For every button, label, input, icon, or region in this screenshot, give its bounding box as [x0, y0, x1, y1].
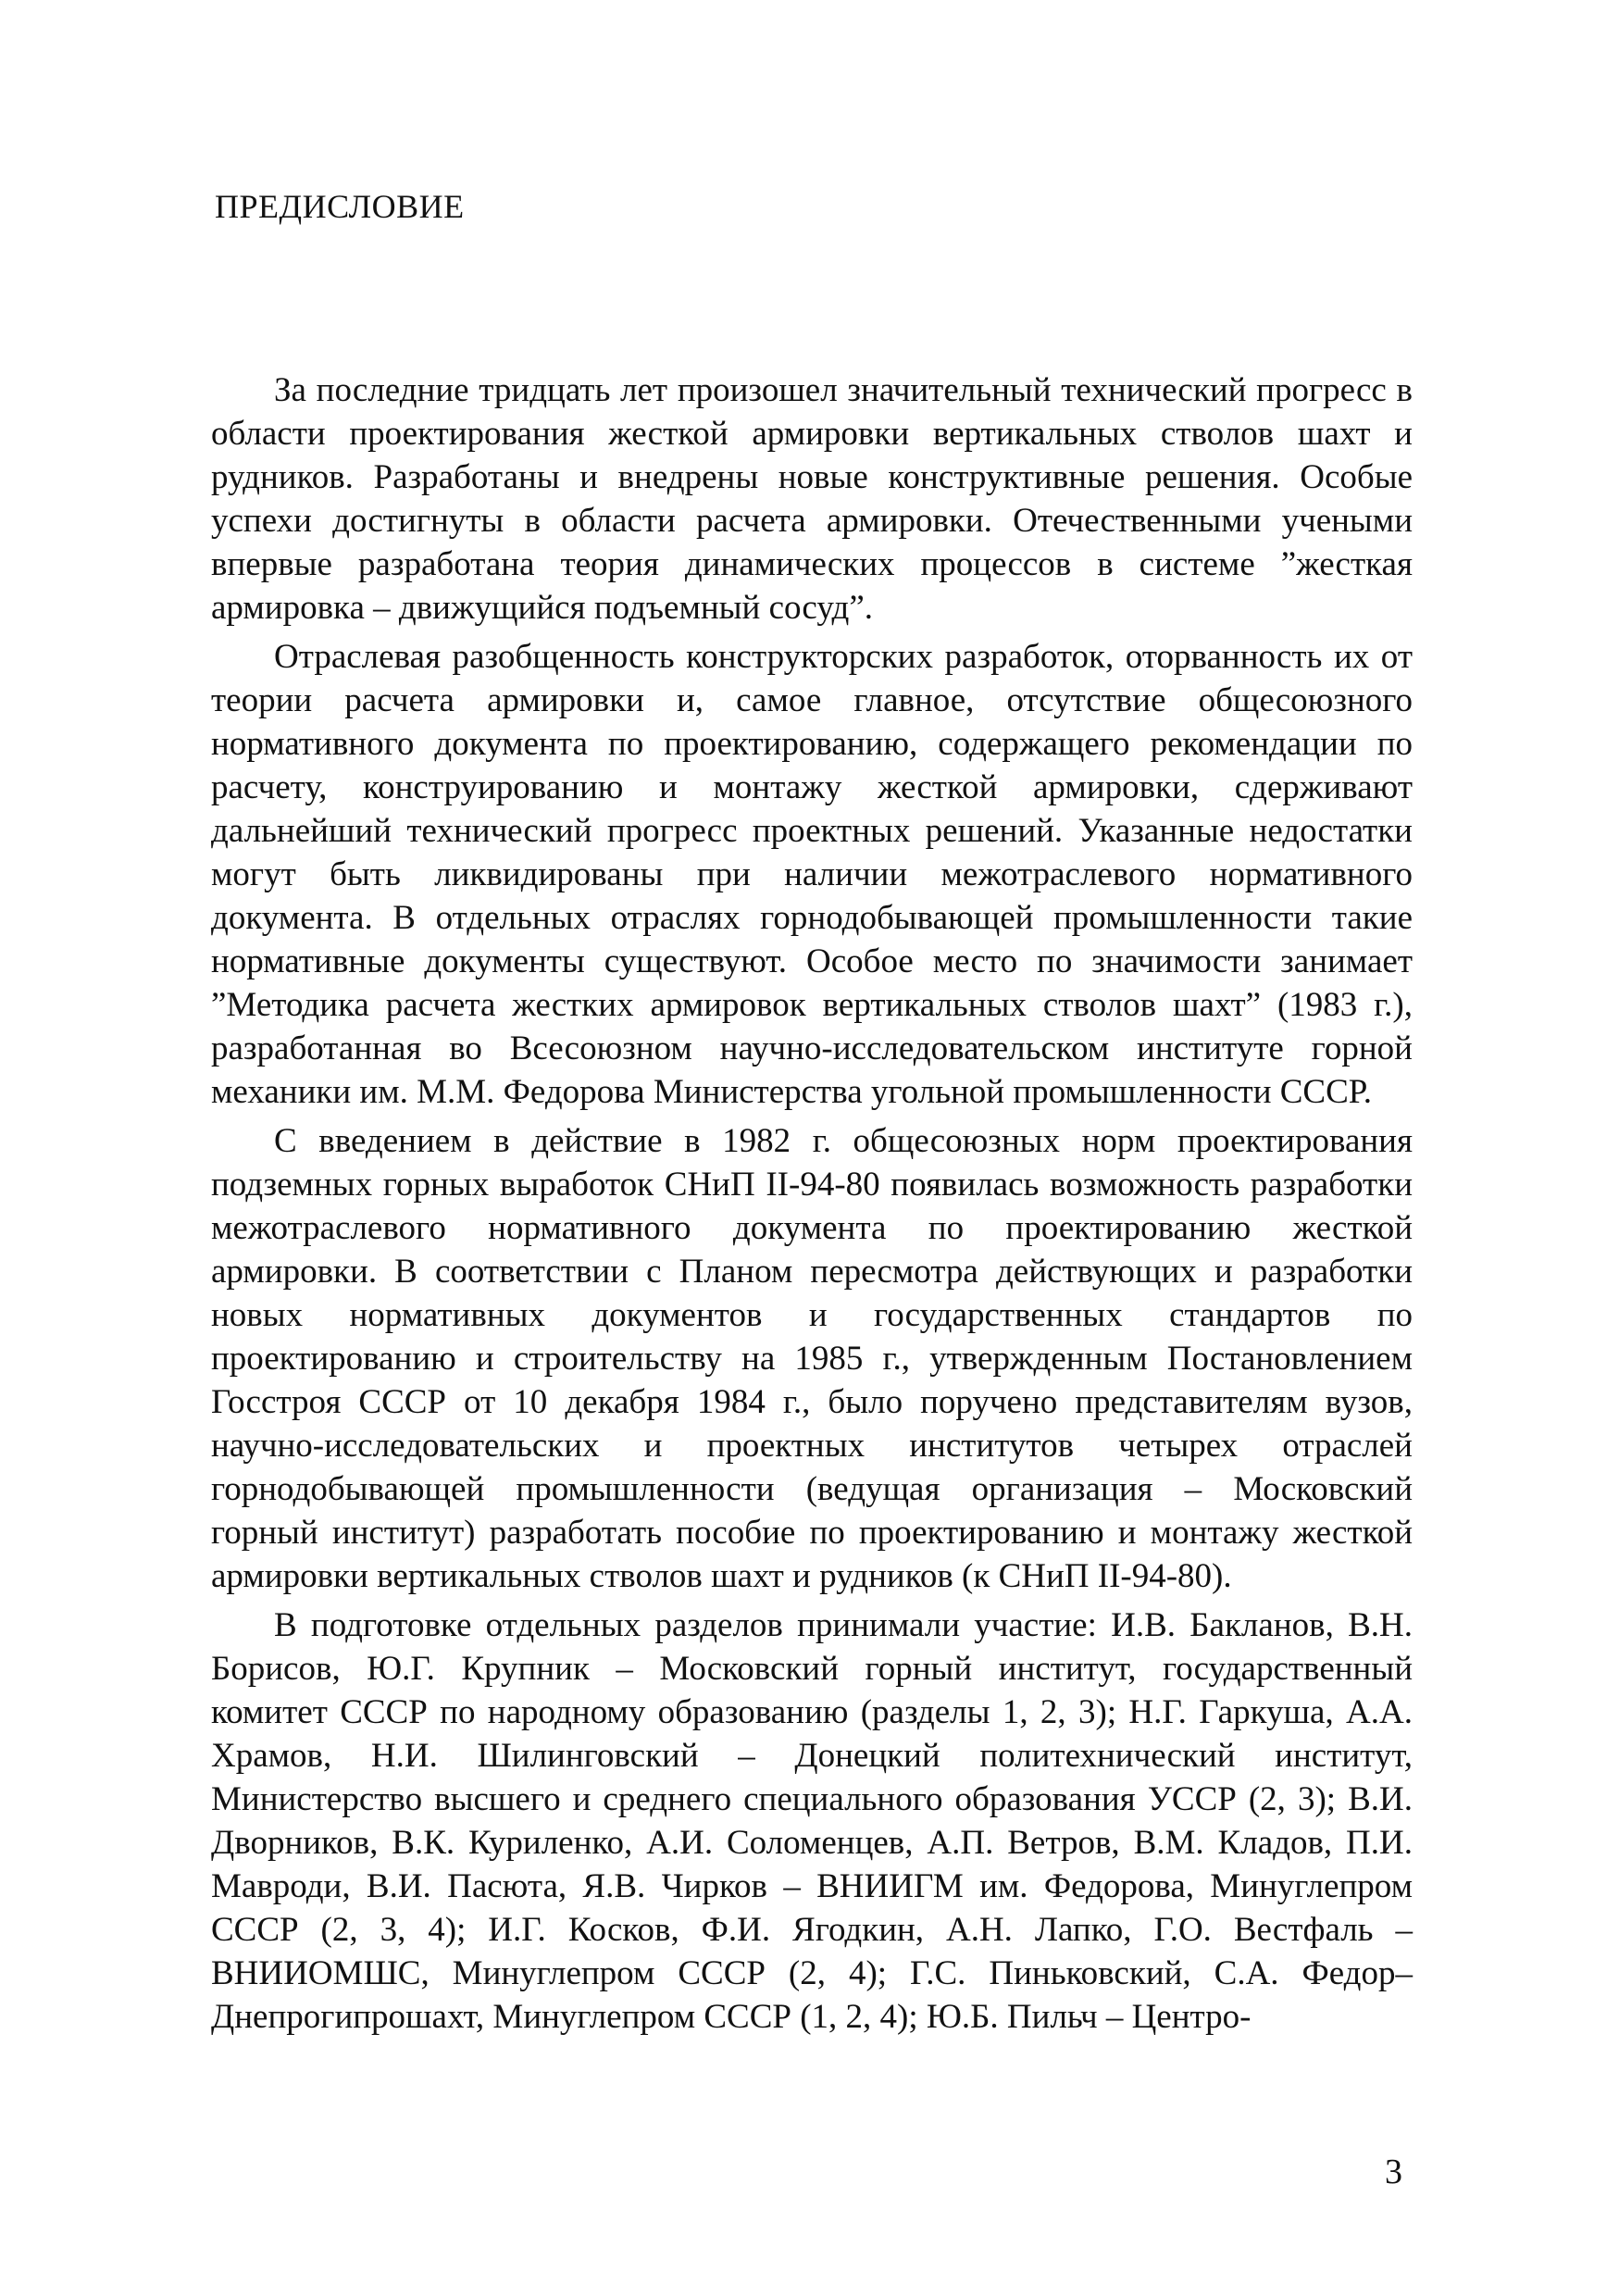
page-number: 3: [1385, 2152, 1402, 2191]
paragraph: За последние тридцать лет произошел значительный технический прогресс в области проектирования жесткой армировки вертикальных стволов шахт и рудников. Разработаны и внедрены новые конструктивные решения. Особые успехи достигнуты в области расчета армировки. Отечественными учеными впервые разработана теория динамических процессов в системе ”жесткая армировка – движущийся подъемный сосуд”.: [211, 371, 1413, 627]
paragraph: В подготовке отдельных разделов принимали участие: И.В. Бакланов, В.Н. Борисов, Ю.Г. Крупник – Московский горный институт, государственный комитет СССР по народному образованию (разделы 1, 2, 3); Н.Г. Гаркуша, А.А. Храмов, Н.И. Шилинговский – Донецкий политехнический институт, Министерство высшего и среднего специального образования УССР (2, 3); В.И. Дворников, В.К. Куриленко, А.И. Соломенцев, А.П. Ветров, В.М. Кладов, П.И. Мавроди, В.И. Пасюта, Я.В. Чирков – ВНИИГМ им. Федорова, Минуглепром СССР (2, 3, 4); И.Г. Косков, Ф.И. Ягодкин, А.Н. Лапко, Г.О. Вестфаль – ВНИИОМШС, Минуглепром СССР (2, 4); Г.С. Пиньковский, С.А. Федор– Днепрогипрошахт, Минуглепром СССР (1, 2, 4); Ю.Б. Пильч – Центро-: [211, 1606, 1413, 2036]
body-text: [211, 368, 1413, 2044]
page-title: ПРЕДИСЛОВИЕ: [215, 188, 465, 225]
paragraph: Отраслевая разобщенность конструкторских разработок, оторванность их от теории расчета армировки и, самое главное, отсутствие общесоюзного нормативного документа по проектированию, содержащего рекомендации по расчету, конструированию и монтажу жесткой армировки, сдерживают дальнейший технический прогресс проектных решений. Указанные недостатки могут быть ликвидированы при наличии межотраслевого нормативного документа. В отдельных отраслях горнодобывающей промышленности такие нормативные документы существуют. Особое место по значимости занимает ”Методика расчета жестких армировок вертикальных стволов шахт” (1983 г.), разработанная во Всесоюзном научно-исследовательском институте горной механики им. М.М. Федорова Министерства угольной промышленности СССР.: [211, 638, 1413, 1111]
paragraph: С введением в действие в 1982 г. общесоюзных норм проектирования подземных горных выработок СНиП II-94-80 появилась возможность разработки межотраслевого нормативного документа по проектированию жесткой армировки. В соответствии с Планом пересмотра действующих и разработки новых нормативных документов и государственных стандартов по проектированию и строительству на 1985 г., утвержденным Постановлением Госстроя СССР от 10 декабря 1984 г., было поручено представителям вузов, научно-исследовательских и проектных институтов четырех отраслей горнодобывающей промышленности (ведущая организация – Московский горный институт) разработать пособие по проектированию и монтажу жесткой армировки вертикальных стволов шахт и рудников (к СНиП II-94-80).: [211, 1122, 1413, 1595]
